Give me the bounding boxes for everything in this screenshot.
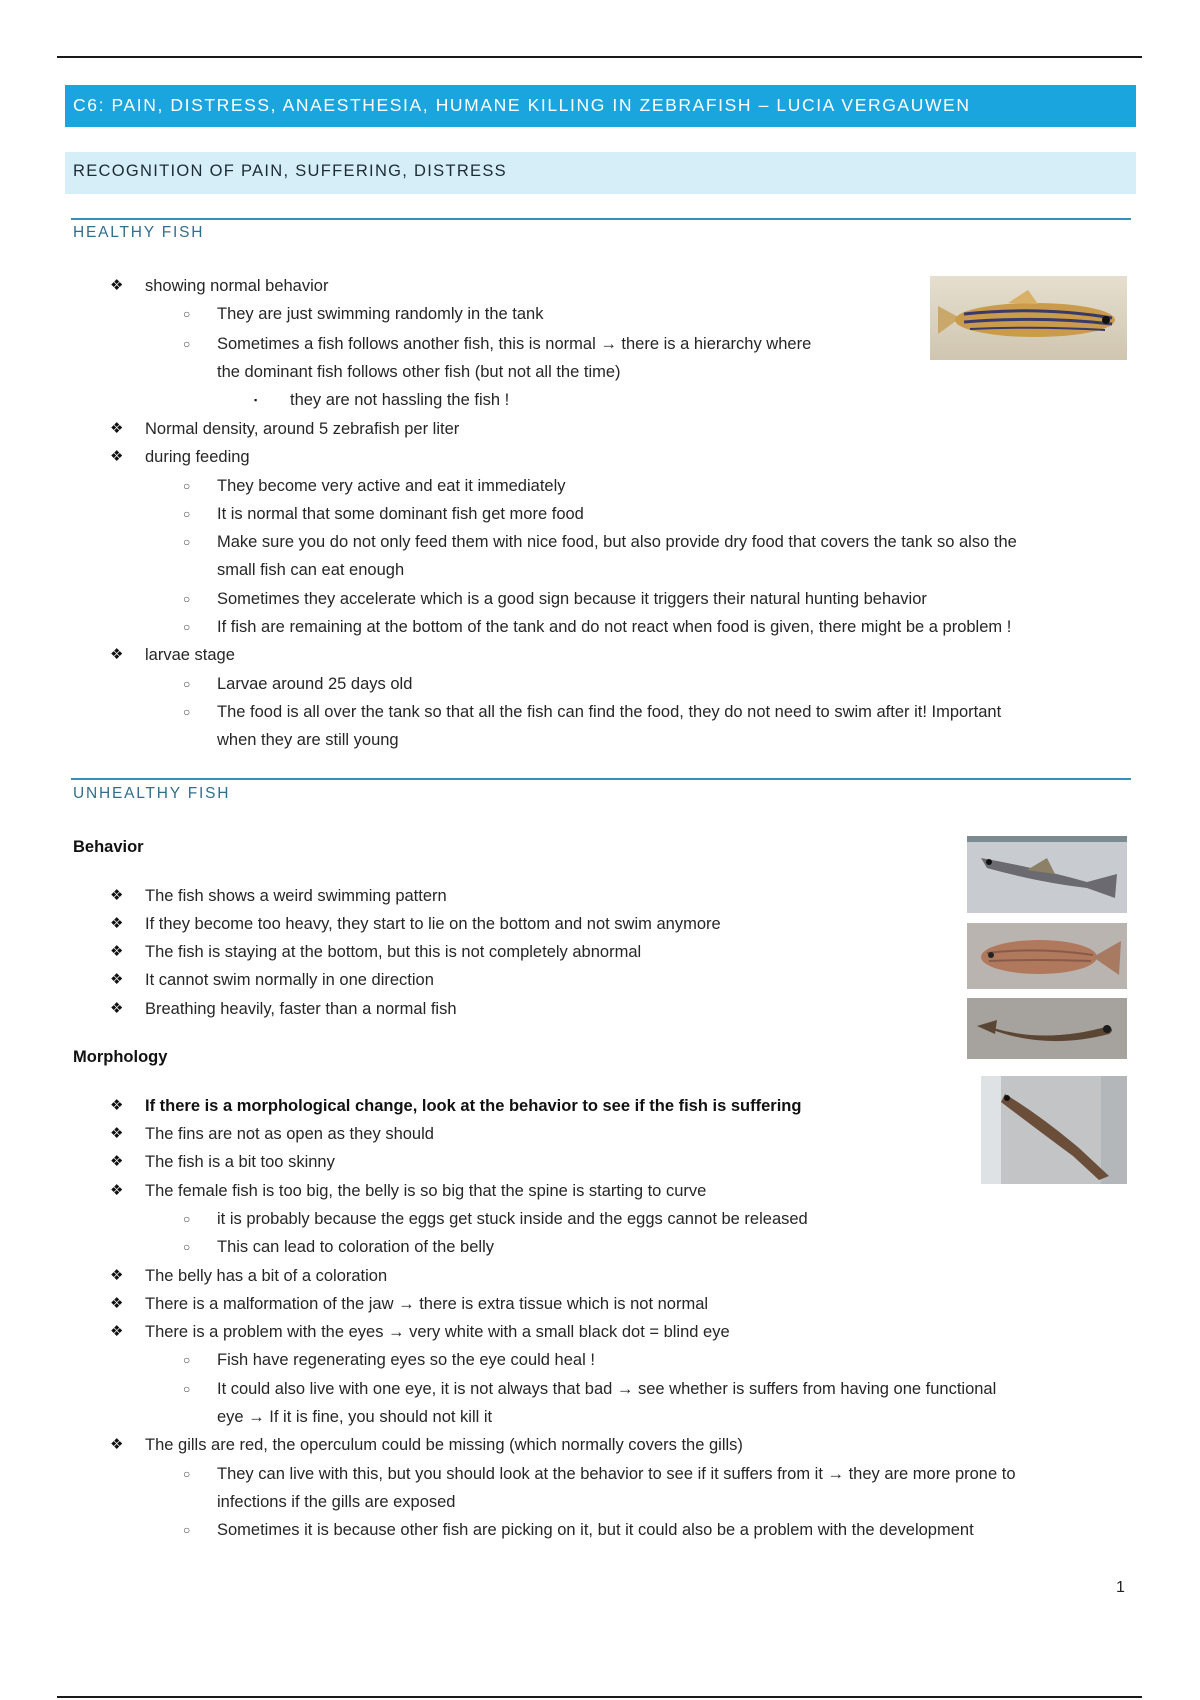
list-item: They can live with this, but you should look at the behavior to see if it suffers from it → they are more prone to [217,1465,1016,1483]
bullet-circle: ○ [183,620,191,634]
list-item: Sometimes it is because other fish are picking on it, but it could also be a problem with the development [217,1521,974,1539]
bullet-diamond: ❖ [110,915,124,932]
bullet-diamond: ❖ [110,1153,124,1170]
bullet-circle: ○ [183,705,191,719]
healthy-heading: HEALTHY FISH [73,224,205,241]
list-item: The gills are red, the operculum could be missing (which normally covers the gills) [145,1436,743,1454]
list-item: during feeding [145,448,250,466]
bullet-diamond: ❖ [110,887,124,904]
healthy-heading-rule [71,218,1131,220]
list-item: Normal density, around 5 zebrafish per liter [145,420,460,438]
list-item: They are just swimming randomly in the tank [217,305,544,323]
bullet-diamond: ❖ [110,277,124,294]
list-item: Fish have regenerating eyes so the eye could heal ! [217,1351,595,1369]
bullet-diamond: ❖ [110,1436,124,1453]
chapter-title: C6: PAIN, DISTRESS, ANAESTHESIA, HUMANE KILLING IN ZEBRAFISH – LUCIA VERGAUWEN [65,85,1136,127]
bottom-lying-fish-photo [967,923,1127,989]
bullet-circle: ○ [183,337,191,351]
bullet-circle: ○ [183,1212,191,1226]
bullet-circle: ○ [183,479,191,493]
list-item: Sometimes a fish follows another fish, this is normal → there is a hierarchy where [217,335,812,353]
bullet-diamond: ❖ [110,1097,124,1114]
bullet-diamond: ❖ [110,1000,124,1017]
bottom-rule [57,1696,1142,1698]
list-item-continuation: small fish can eat enough [217,561,405,579]
bullet-circle: ○ [183,307,191,321]
top-rule [57,56,1142,58]
bullet-circle: ○ [183,1382,191,1396]
bullet-square: ▪ [254,395,258,405]
unhealthy-heading-rule [71,778,1131,780]
list-item: If they become too heavy, they start to lie on the bottom and not swim anymore [145,915,721,933]
bullet-diamond: ❖ [110,1182,124,1199]
list-item: There is a malformation of the jaw → there is extra tissue which is not normal [145,1295,709,1313]
curved-spine-fish-photo [981,1076,1127,1184]
bullet-circle: ○ [183,592,191,606]
list-item-continuation: the dominant fish follows other fish (but not all the time) [217,363,621,381]
bullet-diamond: ❖ [110,646,124,663]
list-item: they are not hassling the fish ! [290,391,510,409]
list-item: This can lead to coloration of the belly [217,1238,494,1256]
bullet-diamond: ❖ [110,1323,124,1340]
list-item: The female fish is too big, the belly is so big that the spine is starting to curve [145,1182,707,1200]
bullet-circle: ○ [183,535,191,549]
bullet-circle: ○ [183,1523,191,1537]
bullet-diamond: ❖ [110,971,124,988]
list-item-continuation: infections if the gills are exposed [217,1493,456,1511]
bullet-diamond: ❖ [110,1295,124,1312]
bullet-diamond: ❖ [110,1267,124,1284]
list-item: The food is all over the tank so that all the fish can find the food, they do not need to swim after it! Important [217,703,1002,721]
list-item: The fins are not as open as they should [145,1125,434,1143]
list-item: larvae stage [145,646,235,664]
bullet-circle: ○ [183,1467,191,1481]
page-number: 1 [1116,1579,1125,1596]
bullet-circle: ○ [183,1240,191,1254]
list-item: It is normal that some dominant fish get more food [217,505,584,523]
list-item: The fish shows a weird swimming pattern [145,887,447,905]
list-item: It could also live with one eye, it is not always that bad → see whether is suffers from having one functional [217,1380,997,1398]
list-item-continuation: eye → If it is fine, you should not kill it [217,1408,493,1426]
bullet-diamond: ❖ [110,448,124,465]
behavior-heading: Behavior [73,838,144,856]
morphology-heading: Morphology [73,1048,168,1066]
list-item-emphasis: If there is a morphological change, look at the behavior to see if the fish is suffering [145,1097,802,1115]
bullet-diamond: ❖ [110,1125,124,1142]
bullet-circle: ○ [183,1353,191,1367]
skinny-fish-photo [967,998,1127,1059]
list-item: Sometimes they accelerate which is a good sign because it triggers their natural hunting behavior [217,590,927,608]
list-item: Larvae around 25 days old [217,675,413,693]
list-item: They become very active and eat it immediately [217,477,566,495]
list-item-continuation: when they are still young [217,731,399,749]
healthy-zebrafish-photo [930,276,1127,360]
list-item: showing normal behavior [145,277,329,295]
list-item: it is probably because the eggs get stuck inside and the eggs cannot be released [217,1210,808,1228]
unhealthy-heading: UNHEALTHY FISH [73,785,231,802]
list-item: The fish is staying at the bottom, but this is not completely abnormal [145,943,642,961]
list-item: The fish is a bit too skinny [145,1153,335,1171]
bullet-circle: ○ [183,677,191,691]
list-item: The belly has a bit of a coloration [145,1267,388,1285]
list-item: There is a problem with the eyes → very white with a small black dot = blind eye [145,1323,730,1341]
list-item: Make sure you do not only feed them with nice food, but also provide dry food that covers the tank so also the [217,533,1017,551]
bullet-circle: ○ [183,507,191,521]
list-item: It cannot swim normally in one direction [145,971,434,989]
weird-swimming-fish-photo [967,836,1127,913]
bullet-diamond: ❖ [110,943,124,960]
bullet-diamond: ❖ [110,420,124,437]
list-item: Breathing heavily, faster than a normal fish [145,1000,457,1018]
list-item: If fish are remaining at the bottom of the tank and do not react when food is given, there might be a problem ! [217,618,1012,636]
section-heading: RECOGNITION OF PAIN, SUFFERING, DISTRESS [65,152,1136,194]
